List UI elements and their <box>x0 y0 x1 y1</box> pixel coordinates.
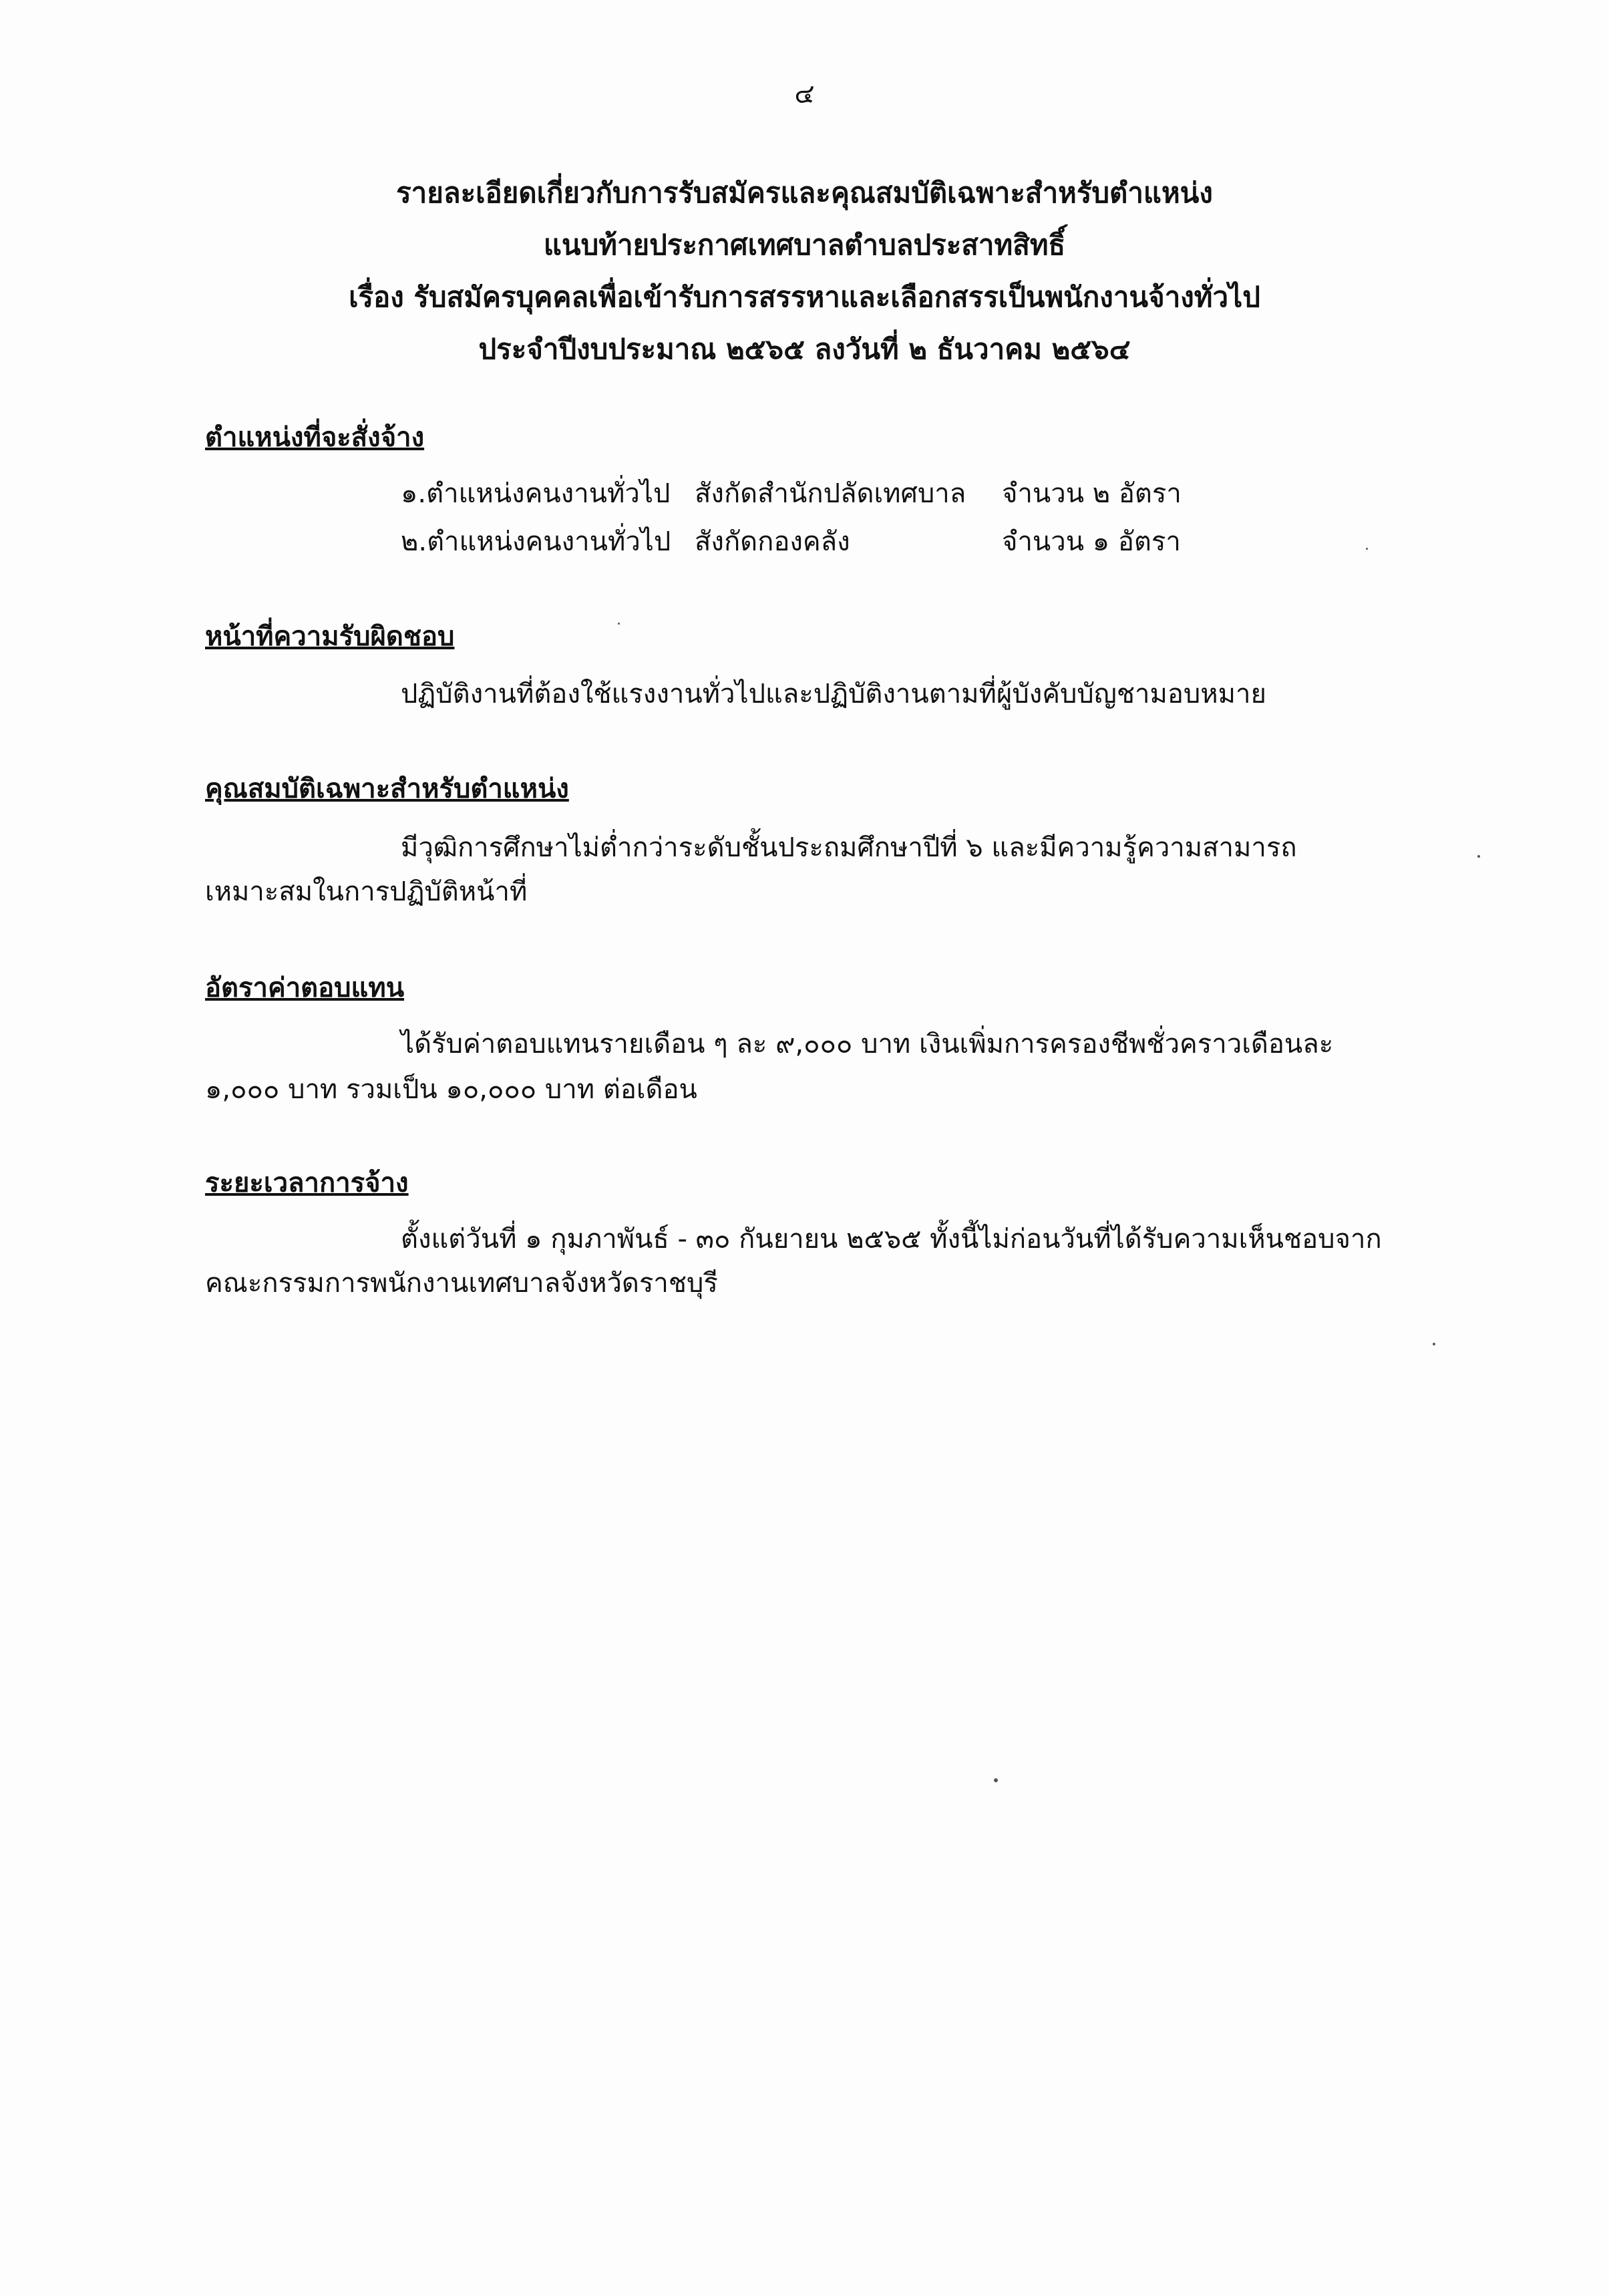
qualifications-line-1: มีวุฒิการศึกษาไม่ต่ำกว่าระดับชั้นประถมศึกษาปีที่ ๖ และมีความรู้ความสามารถ <box>401 832 1297 863</box>
position-name: ๑.ตำแหน่งคนงานทั่วไป <box>401 478 671 509</box>
qualifications-line-2: เหมาะสมในการปฏิบัติหน้าที่ <box>205 876 528 907</box>
duties-text: ปฏิบัติงานที่ต้องใช้แรงงานทั่วไปและปฏิบัติงานตามที่ผู้บังคับบัญชามอบหมาย <box>401 679 1266 709</box>
page-number: ๔ <box>794 79 815 110</box>
employment-period-heading: ระยะเวลาการจ้าง <box>205 1168 409 1198</box>
title-line-2: แนบท้ายประกาศเทศบาลตำบลประสาทสิทธิ์ <box>543 228 1066 261</box>
positions-heading: ตำแหน่งที่จะสั่งจ้าง <box>205 422 425 453</box>
position-count: จำนวน ๑ อัตรา <box>1002 526 1181 557</box>
scan-speck <box>994 1778 998 1782</box>
document-title <box>0 167 1609 375</box>
scan-speck <box>618 623 620 625</box>
duties-heading: หน้าที่ความรับผิดชอบ <box>205 621 455 652</box>
employment-period-line-2: คณะกรรมการพนักงานเทศบาลจังหวัดราชบุรี <box>205 1268 718 1299</box>
compensation-line-2: ๑,๐๐๐ บาท รวมเป็น ๑๐,๐๐๐ บาท ต่อเดือน <box>205 1074 697 1105</box>
position-count: จำนวน ๒ อัตรา <box>1002 478 1182 509</box>
title-line-3: เรื่อง รับสมัครบุคคลเพื่อเข้ารับการสรรหาและเลือกสรรเป็นพนักงานจ้างทั่วไป <box>349 281 1260 313</box>
employment-period-line-1: ตั้งแต่วันที่ ๑ กุมภาพันธ์ - ๓๐ กันยายน ๒๕๖๕ ทั้งนี้ไม่ก่อนวันที่ได้รับความเห็นชอบจาก <box>401 1224 1382 1255</box>
scan-speck <box>1433 1343 1435 1345</box>
title-line-4: ประจำปีงบประมาณ ๒๕๖๕ ลงวันที่ ๒ ธันวาคม ๒๕๖๔ <box>478 333 1131 365</box>
position-name: ๒.ตำแหน่งคนงานทั่วไป <box>401 526 671 557</box>
compensation-heading: อัตราค่าตอบแทน <box>205 973 405 1003</box>
position-unit: สังกัดสำนักปลัดเทศบาล <box>695 478 966 509</box>
compensation-line-1: ได้รับค่าตอบแทนรายเดือน ๆ ละ ๙,๐๐๐ บาท เงินเพิ่มการครองชีพชั่วคราวเดือนละ <box>401 1029 1334 1059</box>
qualifications-heading: คุณสมบัติเฉพาะสำหรับตำแหน่ง <box>205 774 569 804</box>
position-unit: สังกัดกองคลัง <box>695 526 850 557</box>
title-line-1: รายละเอียดเกี่ยวกับการรับสมัครและคุณสมบัติเฉพาะสำหรับตำแหน่ง <box>396 176 1213 209</box>
scan-speck <box>1477 855 1480 858</box>
scan-speck <box>1366 548 1368 550</box>
